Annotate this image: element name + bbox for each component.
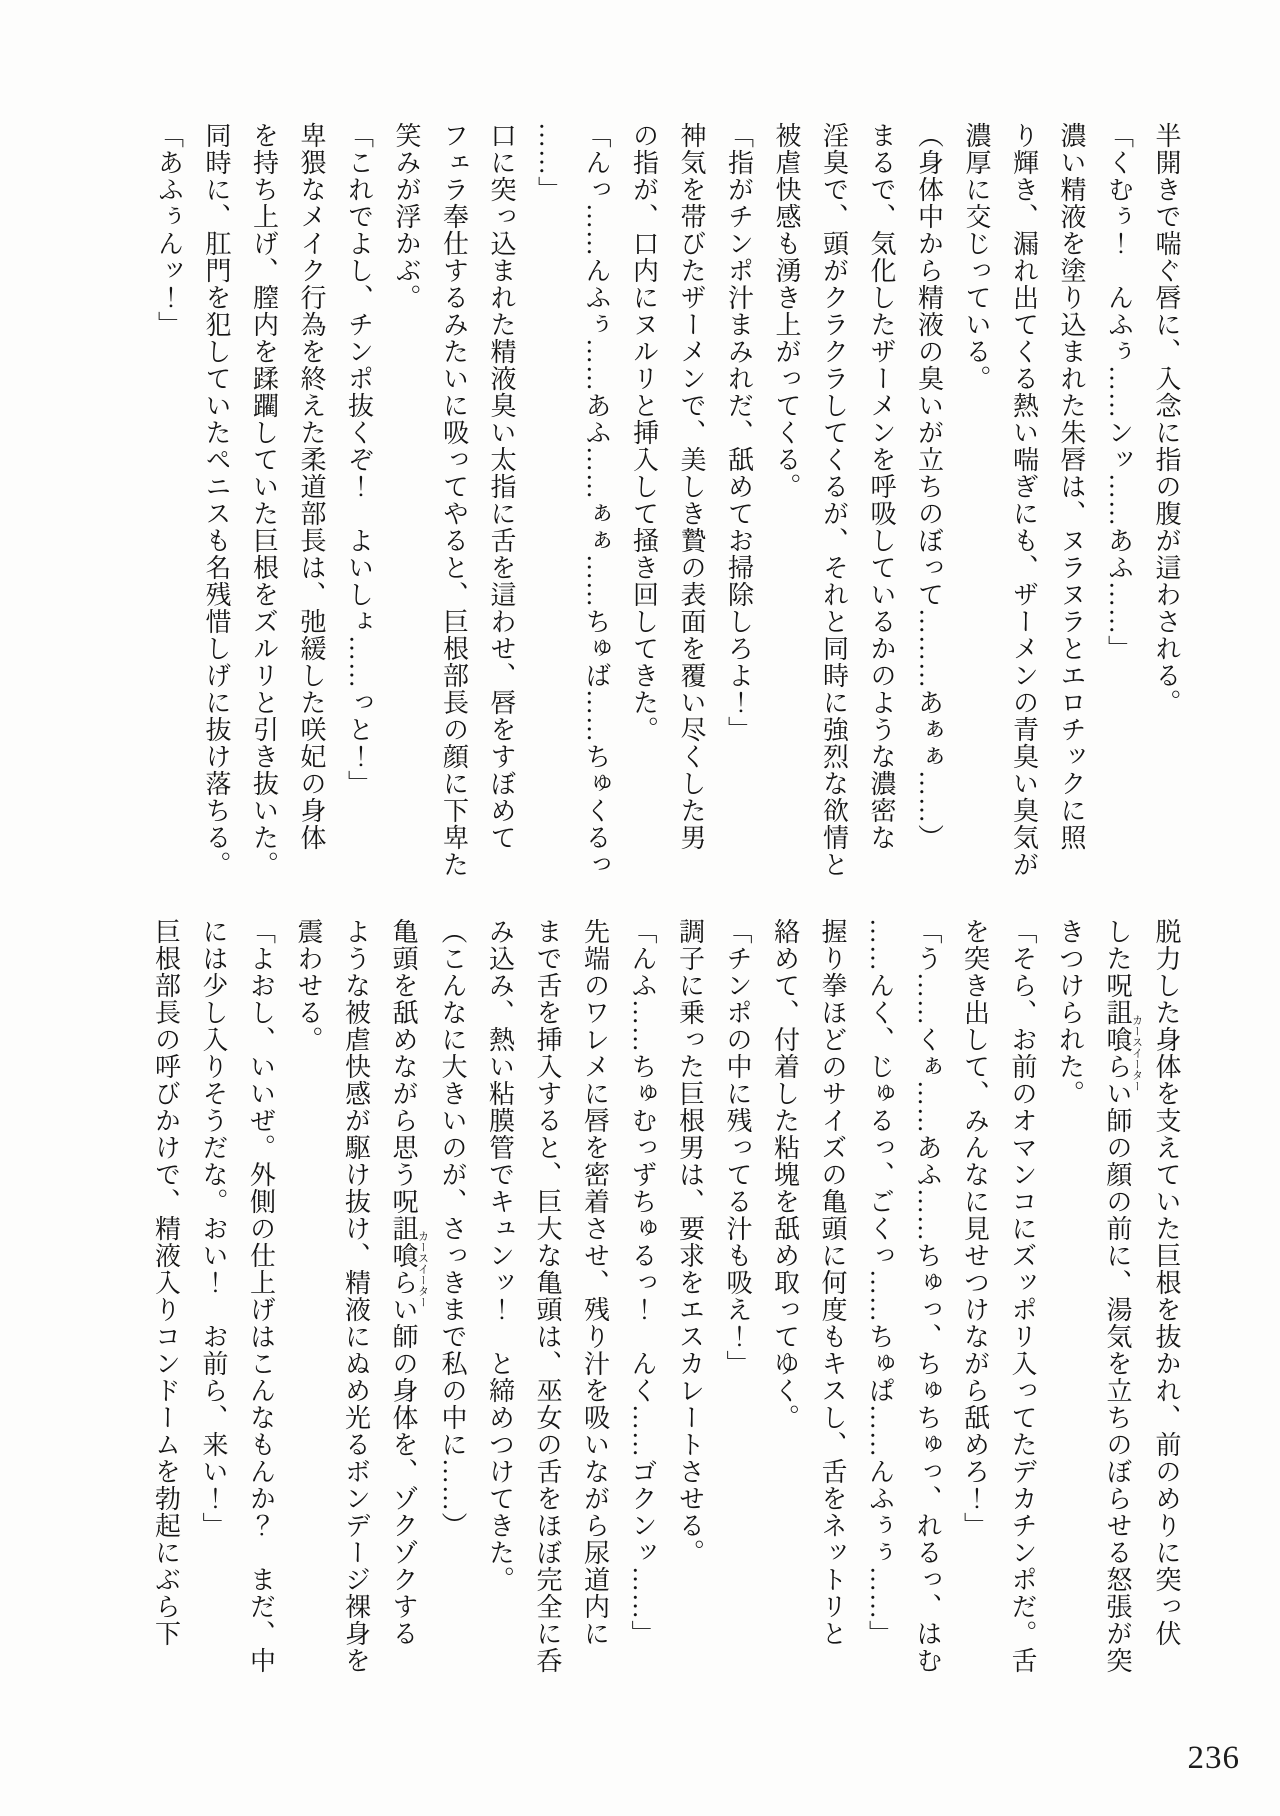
text-column: 震わせる。 <box>294 918 323 1053</box>
text-column: （身体中から精液の臭いが立ちのぼって………あぁぁ……） <box>914 122 944 851</box>
text-column: ……んく、じゅるっ、ごくっ……ちゅぱ……んふぅぅ……」 <box>865 918 895 1647</box>
text-column: 先端のワレメに唇を密着させ、残り汁を吸いながら尿道内に <box>580 918 610 1647</box>
text-column: まで舌を挿入すると、巨大な亀頭は、巫女の舌をほぼ完全に呑 <box>533 918 562 1674</box>
page-number: 236 <box>1187 1740 1240 1776</box>
text-column: ような被虐快感が駆け抜け、精液にぬめ光るボンデージ裸身を <box>341 918 371 1674</box>
text-column: には少し入りそうだな。おい！ お前ら、来い！」 <box>199 918 228 1539</box>
text-column: の指が、口内にヌルリと挿入して掻き回してきた。 <box>629 122 659 743</box>
text-column: フェラ奉仕するみたいに吸ってやると、巨根部長の顔に下卑た <box>439 122 469 878</box>
text-column: 「そら、お前のオマンコにズッポリ入ってたデカチンポだ。舌 <box>1008 918 1037 1674</box>
ruby-annotated-text: 呪詛喰らい師カースイーター <box>1103 972 1143 1134</box>
text-column: り輝き、漏れ出てくる熱い喘ぎにも、ザーメンの青臭い臭気が <box>1009 122 1039 878</box>
text-column: 亀頭を舐めながら思う呪詛喰らい師カースイーターの身体を、ゾクゾクする <box>389 918 429 1647</box>
text-column: 「う……くぁ……あふ……ちゅっ、ちゅちゅっ、れるっ、はむ <box>913 918 942 1674</box>
text-column: 「チンポの中に残ってる汁も吸え！」 <box>723 918 752 1377</box>
ruby-annotated-text: 呪詛喰らい師カースイーター <box>389 1188 429 1350</box>
text-column: 脱力した身体を支えていた巨根を抜かれ、前のめりに突っ伏 <box>1152 918 1181 1647</box>
text-column: 「くむぅ！ んふぅ……ンッ……あふ……」 <box>1104 122 1134 662</box>
text-column: した呪詛喰らい師カースイーターの顔の前に、湯気を立ちのぼらせる怒張が突 <box>1103 918 1143 1674</box>
text-column: 神気を帯びたザーメンで、美しき贄の表面を覆い尽くした男 <box>677 122 706 851</box>
text-column: 「よおし、いいぜ。外側の仕上げはこんなもんか？ まだ、中 <box>246 918 276 1674</box>
text-column: 口に突っ込まれた精液臭い太指に舌を這わせ、唇をすぼめて <box>487 122 516 851</box>
text-column: まるで、気化したザーメンを呼吸しているかのような濃密な <box>867 122 896 851</box>
text-column: 淫臭で、頭がクラクラしてくるが、それと同時に強烈な欲情と <box>819 122 849 878</box>
text-column: 握り拳ほどのサイズの亀頭に何度もキスし、舌をネットリと <box>818 918 847 1647</box>
text-column: ……」 <box>534 122 564 203</box>
text-column: み込み、熱い粘膜管でキュンッ！ と締めつけてきた。 <box>485 918 515 1593</box>
text-column: 「んふ……ちゅむっずちゅるっ！ んく……ゴクンッ……」 <box>628 918 657 1647</box>
text-column: 「あふぅんッ！」 <box>154 122 184 338</box>
text-column: を突き出して、みんなに見せつけながら舐めろ！」 <box>960 918 990 1539</box>
text-column: 半開きで喘ぐ唇に、入念に指の腹が這わされる。 <box>1152 122 1181 716</box>
text-column: 巨根部長の呼びかけで、精液入りコンドームを勃起にぶら下 <box>151 918 181 1647</box>
text-column: きつけられた。 <box>1055 918 1085 1107</box>
text-column: 絡めて、付着した粘塊を舐め取ってゆく。 <box>770 918 800 1431</box>
text-column: （こんなに大きいのが、さっきまで私の中に……） <box>438 918 467 1539</box>
text-column: 同時に、肛門を犯していたペニスも名残惜しげに抜け落ちる。 <box>202 122 231 878</box>
text-block-top <box>145 122 1190 886</box>
text-column: 調子に乗った巨根男は、要求をエスカレートさせる。 <box>675 918 705 1566</box>
text-column: 「これでよし、チンポ抜くぞ！ よいしょ……っと！」 <box>344 122 374 797</box>
text-column: 笑みが浮かぶ。 <box>392 122 421 311</box>
text-column: 濃い精液を塗り込まれた朱唇は、ヌラヌラとエロチックに照 <box>1057 122 1086 851</box>
text-column: 「んっ……んふぅ……あふ……ぁぁ……ちゅば……ちゅくるっ <box>582 122 611 878</box>
text-column: 被虐快感も湧き上がってくる。 <box>772 122 801 500</box>
text-column: 卑猥なメイク行為を終えた柔道部長は、弛緩した咲妃の身体 <box>297 122 326 851</box>
text-column: 濃厚に交じっている。 <box>962 122 991 392</box>
text-block-bottom <box>142 918 1190 1682</box>
text-column: 「指がチンポ汁まみれだ、舐めてお掃除しろよ！」 <box>724 122 754 743</box>
text-column: を持ち上げ、膣内を蹂躙していた巨根をズルリと引き抜いた。 <box>249 122 279 878</box>
